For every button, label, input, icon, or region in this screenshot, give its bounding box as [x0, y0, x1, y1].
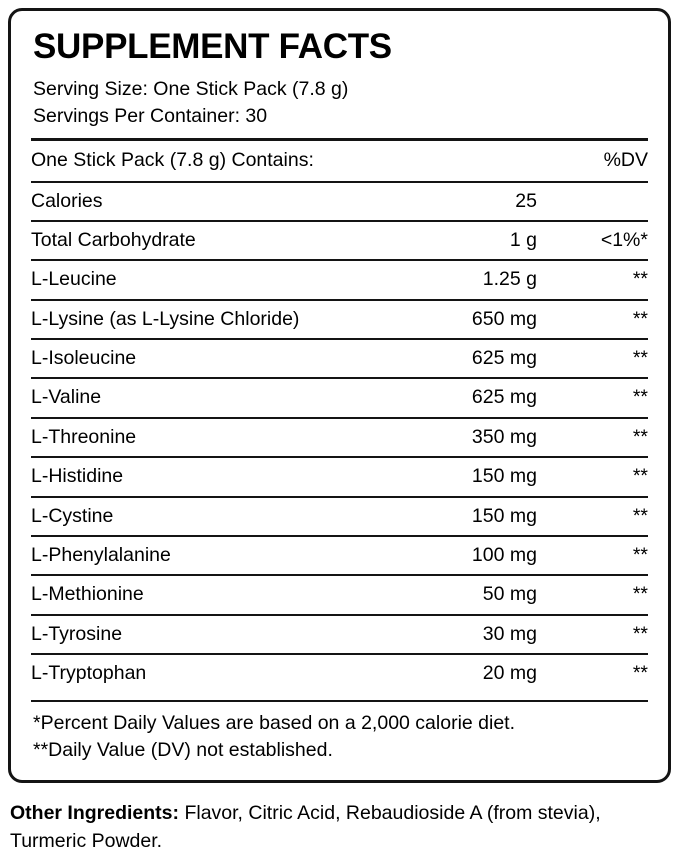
nutrient-name: L-Phenylalanine: [31, 536, 377, 575]
footnote-percent-daily-value: *Percent Daily Values are based on a 2,000 calorie diet.: [33, 711, 516, 734]
nutrient-dv: **: [537, 575, 648, 614]
other-ingredients: [8, 800, 668, 855]
nutrient-amount: 350 mg: [377, 418, 537, 457]
nutrient-name: L-Cystine: [31, 497, 377, 536]
nutrient-name: Total Carbohydrate: [31, 221, 377, 260]
other-ingredients-text: Flavor, Citric Acid, Rebaudioside A (from stevia), Turmeric Powder.: [10, 802, 601, 852]
nutrient-amount: 650 mg: [377, 300, 537, 339]
nutrient-dv: **: [537, 300, 648, 339]
panel-content: [11, 11, 668, 775]
nutrient-name: L-Isoleucine: [31, 339, 377, 378]
nutrient-dv: [537, 182, 648, 221]
page-title: SUPPLEMENT FACTS: [33, 27, 392, 66]
table-header-dv: %DV: [537, 141, 648, 181]
table-header-amount: [377, 141, 537, 181]
nutrient-dv: **: [537, 378, 648, 417]
nutrient-amount: 30 mg: [377, 615, 537, 654]
table-row: [31, 300, 648, 339]
table-row: [31, 654, 648, 692]
table-row: [31, 418, 648, 457]
nutrient-dv: **: [537, 536, 648, 575]
nutrient-amount: 100 mg: [377, 536, 537, 575]
nutrient-name: L-Tryptophan: [31, 662, 147, 685]
nutrient-name: L-Methionine: [31, 575, 377, 614]
nutrient-amount: 625 mg: [377, 339, 537, 378]
nutrient-dv: **: [537, 457, 648, 496]
table-row: [31, 221, 648, 260]
serving-size-line: Serving Size: One Stick Pack (7.8 g): [33, 77, 349, 100]
nutrient-amount: 20 mg: [482, 662, 537, 685]
nutrient-dv: **: [537, 615, 648, 654]
nutrient-name: L-Threonine: [31, 418, 377, 457]
nutrient-name: L-Lysine (as L-Lysine Chloride): [31, 300, 377, 339]
nutrient-name: L-Valine: [31, 378, 377, 417]
table-row: [31, 575, 648, 614]
table-row: [31, 457, 648, 496]
nutrition-table-body: [31, 141, 648, 692]
table-header-contains: One Stick Pack (7.8 g) Contains:: [31, 141, 377, 181]
nutrient-dv: **: [537, 497, 648, 536]
table-row: [31, 615, 648, 654]
table-header-row: [31, 141, 648, 181]
nutrient-amount: 1.25 g: [377, 260, 537, 299]
nutrition-table: [31, 141, 648, 692]
nutrient-amount: 150 mg: [377, 457, 537, 496]
nutrient-name: L-Histidine: [31, 457, 377, 496]
nutrient-dv: **: [537, 339, 648, 378]
table-row: [31, 497, 648, 536]
nutrient-amount: 50 mg: [377, 575, 537, 614]
nutrient-dv: **: [632, 662, 648, 685]
footnote-dv-not-established: **Daily Value (DV) not established.: [33, 739, 333, 762]
nutrient-dv: **: [537, 418, 648, 457]
nutrient-amount: 1 g: [377, 221, 537, 260]
table-row: [31, 536, 648, 575]
nutrient-name: L-Tyrosine: [31, 615, 377, 654]
nutrient-amount: 625 mg: [377, 378, 537, 417]
footnotes: [31, 702, 648, 765]
supplement-facts-panel: [8, 8, 671, 783]
nutrient-amount: 25: [377, 182, 537, 221]
table-row: [31, 182, 648, 221]
table-row: [31, 378, 648, 417]
other-ingredients-label: Other Ingredients:: [10, 802, 180, 824]
table-row: [31, 339, 648, 378]
nutrient-name: Calories: [31, 182, 377, 221]
nutrient-amount: 150 mg: [377, 497, 537, 536]
servings-per-container-line: Servings Per Container: 30: [33, 105, 268, 128]
nutrient-dv: <1%*: [537, 221, 648, 260]
nutrient-dv: **: [537, 260, 648, 299]
table-row: [31, 260, 648, 299]
nutrient-name: L-Leucine: [31, 260, 377, 299]
